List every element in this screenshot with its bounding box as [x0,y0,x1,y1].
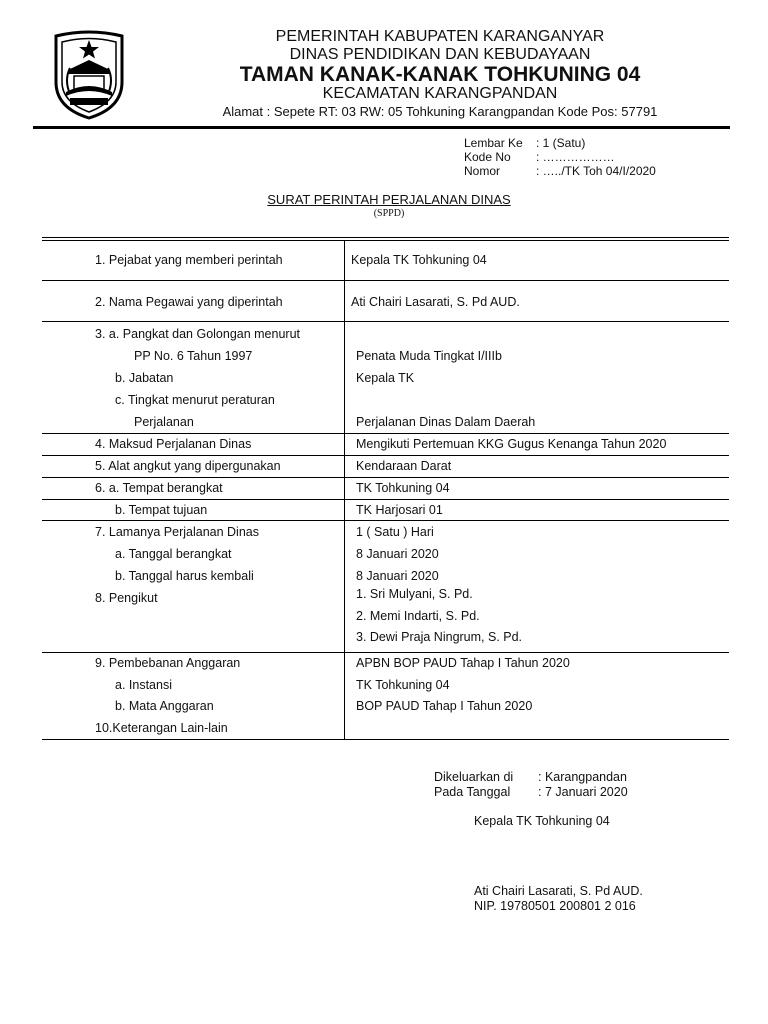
row-divider [42,652,729,653]
row-6a-label: 6. a. Tempat berangkat [95,481,223,495]
table-border-bottom [42,739,729,740]
row-divider [42,321,729,322]
row-9b-value: BOP PAUD Tahap I Tahun 2020 [356,699,533,713]
row-8-follower-3: 3. Dewi Praja Ningrum, S. Pd. [356,630,523,644]
row-7-value: 1 ( Satu ) Hari [356,525,434,539]
row-3b-value: Kepala TK [356,371,415,385]
row-divider [42,455,729,456]
header-department: DINAS PENDIDIKAN DAN KEBUDAYAAN [289,46,591,63]
row-4-label: 4. Maksud Perjalanan Dinas [95,437,252,451]
row-6b-value: TK Harjosari 01 [356,503,443,517]
row-9a-label: a. Instansi [115,678,172,692]
sheet-value: : 1 (Satu) [536,136,586,150]
issue-date-value: : 7 Januari 2020 [538,785,628,799]
row-1-value: Kepala TK Tohkuning 04 [351,253,487,267]
code-label: Kode No [464,150,511,164]
issued-at-value: : Karangpandan [538,770,627,784]
row-8-label: 8. Pengikut [95,591,158,605]
table-border-top [42,237,729,238]
row-5-label: 5. Alat angkut yang dipergunakan [95,459,281,473]
document-title: SURAT PERINTAH PERJALANAN DINAS [267,192,511,207]
signatory-nip: NIP. 19780501 200801 2 016 [474,899,636,913]
table-border-top-inner [42,240,729,241]
sheet-label: Lembar Ke [464,136,523,150]
row-7b-value: 8 Januari 2020 [356,569,439,583]
regency-emblem-logo [50,30,128,120]
row-3a-label-cont: PP No. 6 Tahun 1997 [134,349,253,363]
header-government: PEMERINTAH KABUPATEN KARANGANYAR [275,28,605,45]
row-8-follower-2: 2. Memi Indarti, S. Pd. [356,609,480,623]
row-3c-value: Perjalanan Dinas Dalam Daerah [356,415,536,429]
row-9-label: 9. Pembebanan Anggaran [95,656,241,670]
header-address: Alamat : Sepete RT: 03 RW: 05 Tohkuning Karangpandan Kode Pos: 57791 [222,104,658,119]
row-divider [42,280,729,281]
row-divider [42,477,729,478]
row-9b-label: b. Mata Anggaran [115,699,214,713]
document-subtitle: (SPPD) [373,208,405,219]
row-3a-value: Penata Muda Tingkat I/IIIb [356,349,502,363]
row-6a-value: TK Tohkuning 04 [356,481,450,495]
row-10-label: 10.Keterangan Lain-lain [95,721,228,735]
row-4-value: Mengikuti Pertemuan KKG Gugus Kenanga Tahun 2020 [356,437,667,451]
row-3c-label-cont: Perjalanan [134,415,194,429]
header-divider [33,126,730,129]
code-value: : ……………… [536,150,615,164]
row-7b-label: b. Tanggal harus kembali [115,569,254,583]
row-divider [42,520,729,521]
row-7a-label: a. Tanggal berangkat [115,547,232,561]
row-3b-label: b. Jabatan [115,371,174,385]
header-district: KECAMATAN KARANGPANDAN [322,85,558,102]
row-divider [42,433,729,434]
number-value: : …../TK Toh 04/I/2020 [536,164,656,178]
row-5-value: Kendaraan Darat [356,459,452,473]
column-divider [344,240,345,740]
number-label: Nomor [464,164,501,178]
row-7-label: 7. Lamanya Perjalanan Dinas [95,525,259,539]
row-3a-label: 3. a. Pangkat dan Golongan menurut [95,327,301,341]
header-school-name: TAMAN KANAK-KANAK TOHKUNING 04 [239,63,641,86]
row-8-follower-1: 1. Sri Mulyani, S. Pd. [356,587,473,601]
row-divider [42,499,729,500]
issue-date-label: Pada Tanggal [434,785,511,799]
row-7a-value: 8 Januari 2020 [356,547,439,561]
row-6b-label: b. Tempat tujuan [115,503,208,517]
issued-at-label: Dikeluarkan di [434,770,514,784]
signatory-position: Kepala TK Tohkuning 04 [474,814,610,828]
row-3c-label: c. Tingkat menurut peraturan [115,393,275,407]
row-1-label: 1. Pejabat yang memberi perintah [95,253,283,267]
row-2-label: 2. Nama Pegawai yang diperintah [95,295,283,309]
row-2-value: Ati Chairi Lasarati, S. Pd AUD. [351,295,520,309]
row-9a-value: TK Tohkuning 04 [356,678,450,692]
signatory-name: Ati Chairi Lasarati, S. Pd AUD. [474,884,643,898]
row-9-value: APBN BOP PAUD Tahap I Tahun 2020 [356,656,570,670]
